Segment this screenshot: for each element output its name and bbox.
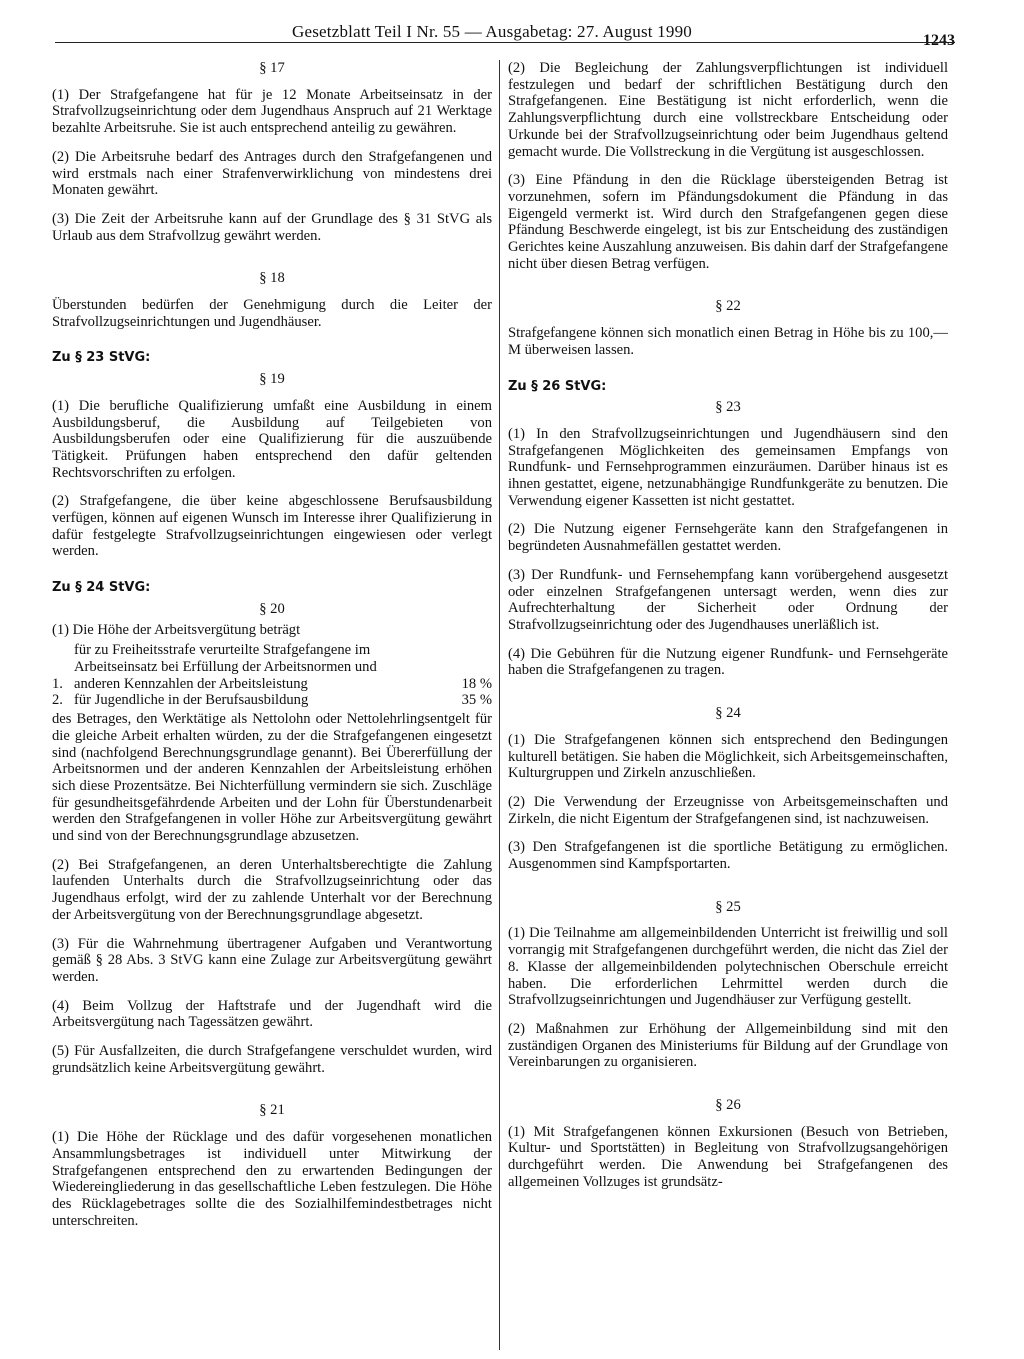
paragraph: (2) Die Begleichung der Zahlungsverpflichtungen ist individuell festzulegen und bedarf der schriftlichen Bestätigung durch den Strafgefangenen. Eine Bestätigung ist nicht erforderlich, wenn die Zahlungsverpflichtung durch eine vollstreckbare Entscheidung oder Urkunde bei der Strafvollzugseinrichtung oder beim Jugendhaus geltend gemacht wurde. Die Vollstreckung in die Vergütung ist ausgeschlossen. bbox=[508, 60, 948, 160]
section-heading-22: § 22 bbox=[715, 298, 741, 315]
list-text: für Jugendliche in der Berufsausbildung bbox=[74, 692, 309, 709]
paragraph: (2) Maßnahmen zur Erhöhung der Allgemeinbildung sind mit den zuständigen Organen des Ministeriums für Bildung auf der Grundlage von Vereinbarungen zu organisieren. bbox=[508, 1020, 948, 1071]
section-heading-25: § 25 bbox=[715, 898, 741, 915]
list-text: für zu Freiheitsstrafe verurteilte Strafgefangene im Arbeitseinsatz bei Erfüllung der Arbeitsnormen und anderen Kennzahlen der Arbeitsleistung bbox=[74, 642, 377, 692]
left-column bbox=[52, 60, 492, 1241]
paragraph: (2) Die Arbeitsruhe bedarf des Antrages durch den Strafgefangenen und wird erstmals nach einer Strafenverwirklichung von mindestens drei Monaten gewährt. bbox=[52, 148, 492, 199]
list-item bbox=[52, 642, 492, 692]
paragraph: (1) Die Höhe der Arbeitsvergütung beträgt bbox=[52, 621, 301, 638]
law-reference-heading: Zu § 23 StVG: bbox=[52, 350, 151, 366]
column-divider bbox=[499, 60, 500, 1350]
paragraph: (3) Eine Pfändung in den die Rücklage übersteigenden Betrag ist vorzunehmen, sofern im Pfändungsdokument die Pfändung in das Eigengeld vermerkt ist. Wird durch den Strafgefangenen gegen diese Pfändung Beschwerde eingelegt, ist bis zur Entscheidung des zuständigen Gerichtes keine Auszahlung anzuweisen. Bis dahin darf der Strafgefangene nicht über diesen Betrag verfügen. bbox=[508, 172, 948, 272]
paragraph: (1) Die Höhe der Rücklage und des dafür vorgesehenen monatlichen Ansammlungsbetrages ist individuell unter Mitwirkung der Strafgefangenen entsprechend den zu erwartenden Bedingungen der Wiedereingliederung in das gesellschaftliche Leben festzulegen. Die Höhe des Rücklagebetrages sollte die des Sozialhilfemindestbetrages nicht unterschreiten. bbox=[52, 1129, 492, 1229]
section-heading-20: § 20 bbox=[259, 600, 285, 617]
section-heading-18: § 18 bbox=[259, 270, 285, 287]
section-heading-24: § 24 bbox=[715, 705, 741, 722]
paragraph: (2) Die Verwendung der Erzeugnisse von Arbeitsgemeinschaften und Zirkeln, die nicht Eigentum der Strafgefangenen sind, ist nachzuweisen. bbox=[508, 793, 948, 827]
page-header bbox=[55, 22, 955, 49]
paragraph: (1) Die Strafgefangenen können sich entsprechend den Bedingungen kulturell betätigen. Sie haben die Möglichkeit, sich Arbeitsgemeinschaften, Kulturgruppen und Zirkeln anzuschließen. bbox=[508, 731, 948, 782]
rate-list bbox=[52, 642, 492, 709]
paragraph: Strafgefangene können sich monatlich einen Betrag in Höhe bis zu 100,— M überweisen lassen. bbox=[508, 325, 948, 358]
list-number: 2. bbox=[52, 692, 63, 709]
section-heading-26: § 26 bbox=[715, 1097, 741, 1114]
list-item bbox=[52, 692, 492, 709]
paragraph: (2) Bei Strafgefangenen, an deren Unterhaltsberechtigte die Zahlung laufenden Unterhalts durch die Strafvollzugseinrichtung oder das Jugendhaus erfolgt, wird der zu zahlende Unterhalt vor der Berechnung der Arbeitsvergütung von der Berechnungsgrundlage abgesetzt. bbox=[52, 856, 492, 923]
paragraph: des Betrages, den Werktätige als Nettolohn oder Nettolehrlingsentgelt für die gleiche Arbeit erhalten würden, zu der die Strafgefangenen eingesetzt sind (nachfolgend Berechnungsgrundlage genannt). Bei Übererfüllung der Arbeitsnormen und der anderen Kennzahlen der Arbeitsleistung erhöhen sich diese Prozentsätze. Bei Nichterfüllung vermindern sie sich. Zuschläge für gesundheitsgefährdende Arbeiten und der Lohn für Überstundenarbeit werden den Strafgefangenen in voller Höhe zur Arbeitsvergütung gewährt und sind von der Berechnungsgrundlage abzusetzen. bbox=[52, 711, 492, 845]
paragraph: (3) Die Zeit der Arbeitsruhe kann auf der Grundlage des § 31 StVG als Urlaub aus dem Strafvollzug gewährt werden. bbox=[52, 210, 492, 244]
header-rule bbox=[55, 42, 955, 43]
list-percent: 35 % bbox=[461, 692, 492, 709]
page-number: 1243 bbox=[923, 32, 955, 49]
paragraph: Überstunden bedürfen der Genehmigung durch die Leiter der Strafvollzugseinrichtungen und Jugendhäuser. bbox=[52, 297, 492, 330]
paragraph: (4) Beim Vollzug der Haftstrafe und der Jugendhaft wird die Arbeitsvergütung nach Tagessätzen gewährt. bbox=[52, 997, 492, 1031]
paragraph: (4) Die Gebühren für die Nutzung eigener Rundfunk- und Fernsehgeräte haben die Strafgefangenen zu tragen. bbox=[508, 645, 948, 679]
paragraph: (1) Mit Strafgefangenen können Exkursionen (Besuch von Betrieben, Kultur- und Sportstätten) in Begleitung von Strafvollzugsangehörigen durchgeführt werden. Die Anwendung bei Strafgefangenen des allgemeinen Vollzuges ist grundsätz- bbox=[508, 1123, 948, 1190]
paragraph: (2) Die Nutzung eigener Fernsehgeräte kann den Strafgefangenen in begründeten Ausnahmefällen gestattet werden. bbox=[508, 521, 948, 555]
paragraph: (1) Der Strafgefangene hat für je 12 Monate Arbeitseinsatz in der Strafvollzugseinrichtung oder dem Jugendhaus Anspruch auf 21 Werktage bezahlte Arbeitsruhe. Sie ist auch entsprechend anteilig zu gewähren. bbox=[52, 86, 492, 137]
law-reference-heading: Zu § 26 StVG: bbox=[508, 378, 607, 394]
section-heading-23: § 23 bbox=[715, 399, 741, 416]
list-number: 1. bbox=[52, 675, 63, 692]
paragraph: (3) Den Strafgefangenen ist die sportliche Betätigung zu ermöglichen. Ausgenommen sind Kampfsportarten. bbox=[508, 839, 948, 873]
gazette-title: Gesetzblatt Teil I Nr. 55 — Ausgabetag: 27. August 1990 bbox=[292, 22, 692, 41]
paragraph: (5) Für Ausfallzeiten, die durch Strafgefangene verschuldet wurden, wird grundsätzlich keine Arbeitsvergütung gewährt. bbox=[52, 1043, 492, 1076]
paragraph: (1) In den Strafvollzugseinrichtungen und Jugendhäusern sind den Strafgefangenen Möglichkeiten des gemeinsamen Empfangs von Rundfunk- und Fernsehprogrammen einzuräumen. Darüber hinaus ist es ihnen gestattet, eigene, netzunabhängige Rundfunkgeräte zu benutzen. Die Verwendung eigener Kassetten ist nicht gestattet. bbox=[508, 425, 948, 509]
law-reference-heading: Zu § 24 StVG: bbox=[52, 580, 151, 596]
paragraph: (3) Für die Wahrnehmung übertragener Aufgaben und Verantwortung gemäß § 28 Abs. 3 StVG kann eine Zulage zur Arbeitsvergütung gewährt werden. bbox=[52, 935, 492, 985]
paragraph: (3) Der Rundfunk- und Fernsehempfang kann vorübergehend ausgesetzt oder einzelnen Strafgefangenen untersagt werden, wenn dies zur Aufrechterhaltung der Sicherheit oder Ordnung der Strafvollzugseinrichtung oder des Jugendhauses unerläßlich ist. bbox=[508, 566, 948, 633]
paragraph: (2) Strafgefangene, die über keine abgeschlossene Berufsausbildung verfügen, können auf eigenen Wunsch im Interesse ihrer Qualifizierung in dafür festgelegte Strafvollzugseinrichtungen eingewiesen oder verlegt werden. bbox=[52, 493, 492, 560]
section-heading-21: § 21 bbox=[259, 1102, 285, 1119]
paragraph: (1) Die berufliche Qualifizierung umfaßt eine Ausbildung in einem Ausbildungsberuf, die Ausbildung auf Teilgebieten von Ausbildungsberufen oder eine Qualifizierung für die auszuübende Tätigkeit. Prüfungen haben entsprechend den dafür geltenden Rechtsvorschriften zu erfolgen. bbox=[52, 397, 492, 481]
list-percent: 18 % bbox=[461, 675, 492, 692]
section-heading-17: § 17 bbox=[259, 60, 285, 76]
right-column bbox=[508, 60, 948, 1203]
section-heading-19: § 19 bbox=[259, 371, 285, 388]
paragraph: (1) Die Teilnahme am allgemeinbildenden Unterricht ist freiwillig und soll vorrangig mit Strafgefangenen durchgeführt werden, die nicht das Ziel der 8. Klasse der allgemeinbildenden polytechnischen Oberschule erreicht haben. Die erforderlichen Lehrmittel werden durch die Strafvollzugseinrichtungen und Jugendhäuser zur Verfügung gestellt. bbox=[508, 925, 948, 1009]
